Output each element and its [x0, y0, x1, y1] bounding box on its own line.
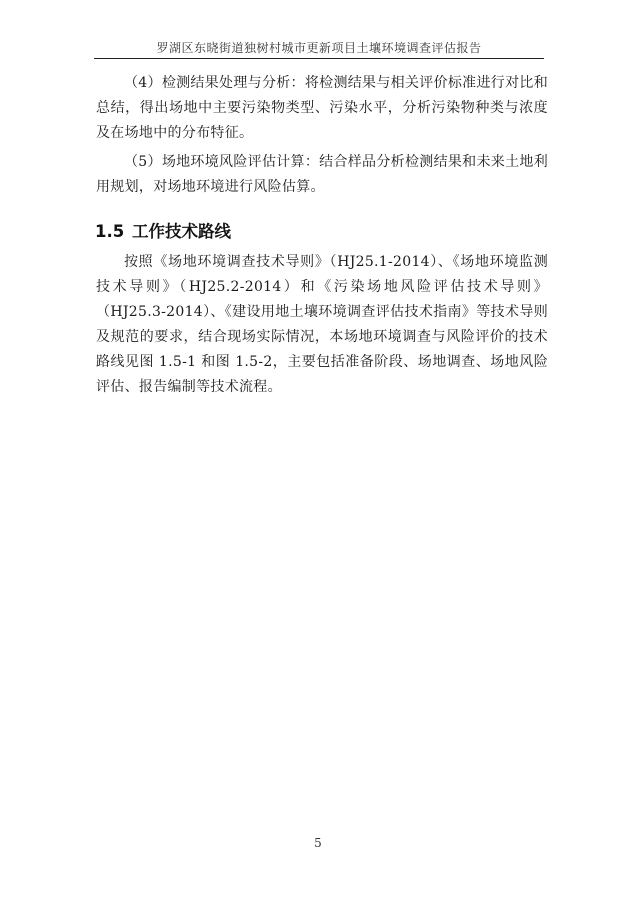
paragraph-item-5: （5）场地环境风险评估计算：结合样品分析检测结果和未来土地利用规划，对场地环境进行风险估算。: [96, 154, 548, 195]
section-title: 工作技术路线: [131, 222, 231, 241]
header-rule: [94, 58, 544, 59]
document-body: [96, 71, 548, 400]
paragraph-item-4: （4）检测结果处理与分析：将检测结果与相关评价标准进行对比和总结，得出场地中主要污染物类型、污染水平，分析污染物种类与浓度及在场地中的分布特征。: [96, 75, 548, 141]
page-number: 5: [314, 836, 322, 850]
running-header: 罗湖区东晓街道独树村城市更新项目土壤环境调查评估报告: [156, 41, 482, 55]
section-heading: [95, 220, 548, 244]
paragraph-technical-route: 按照《场地环境调查技术导则》（HJ25.1-2014）、《场地环境监测技术导则》（HJ25.2-2014）和《污染场地风险评估技术导则》（HJ25.3-2014）、《建设用地土壤环境调查评估技术指南》等技术导则及规范的要求，结合现场实际情况，本场地环境调查与风险评价的技术路线见图 1.5-1 和图 1.5-2，主要包括准备阶段、场地调查、场地风险评估、报告编制等技术流程。: [96, 254, 548, 395]
section-number: 1.5: [95, 222, 125, 241]
